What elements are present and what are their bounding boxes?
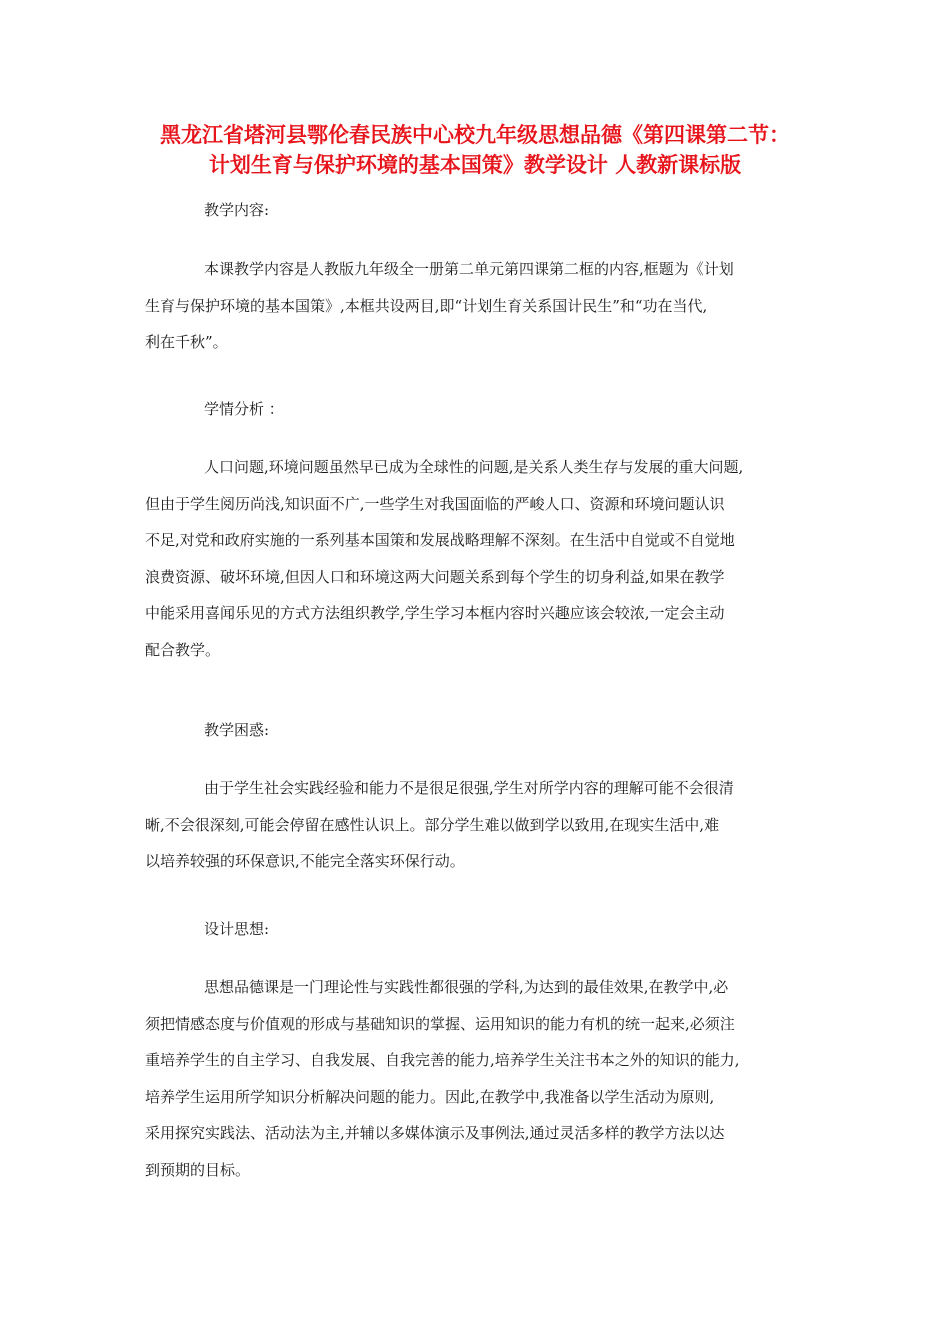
body-line: 重培养学生的自主学习、自我发展、自我完善的能力,培养学生关注书本之外的知识的能力,	[145, 1051, 740, 1069]
body-line: 浪费资源、破坏环境,但因人口和环境这两大问题关系到每个学生的切身利益,如果在教学	[145, 567, 725, 586]
section-heading-design-idea: 设计思想:	[204, 920, 270, 938]
document-title	[130, 120, 820, 180]
body-line: 采用探究实践法、活动法为主,并辅以多媒体演示及事例法,通过灵活多样的教学方法以达	[145, 1124, 725, 1142]
body-line: 到预期的目标。	[145, 1160, 251, 1179]
section-heading-teaching-content: 教学内容:	[204, 201, 270, 219]
body-line: 由于学生社会实践经验和能力不是很足很强,学生对所学内容的理解可能不会很清	[204, 779, 734, 797]
section-body-student-analysis	[145, 449, 810, 668]
body-line: 但由于学生阅历尚浅,知识面不广,一些学生对我国面临的严峻人口、资源和环境问题认识	[145, 494, 725, 513]
body-line: 培养学生运用所学知识分析解决问题的能力。因此,在教学中,我准备以学生活动为原则,	[145, 1087, 715, 1106]
section-heading-teaching-difficulties: 教学困惑:	[204, 721, 270, 739]
body-line: 人口问题,环境问题虽然早已成为全球性的问题,是关系人类生存与发展的重大问题,	[204, 458, 744, 476]
section-heading-student-analysis: 学情分析 ：	[204, 400, 284, 418]
body-line: 利在千秋”。	[145, 333, 228, 351]
title-line: 黑龙江省塔河县鄂伦春民族中心校九年级思想品德《第四课第二节：	[160, 123, 790, 147]
body-line: 不足,对党和政府实施的一系列基本国策和发展战略理解不深刻。在生活中自觉或不自觉地	[145, 531, 735, 549]
body-line: 生育与保护环境的基本国策》,本框共设两目,即“计划生育关系国计民生”和“功在当代,	[145, 296, 708, 315]
section-body-teaching-difficulties	[145, 770, 810, 880]
body-line: 思想品德课是一门理论性与实践性都很强的学科,为达到的最佳效果,在教学中,必	[204, 978, 729, 996]
title-line: 计划生育与保护环境的基本国策》教学设计 人教新课标版	[208, 153, 742, 177]
body-line: 本课教学内容是人教版九年级全一册第二单元第四课第二框的内容,框题为《计划	[204, 260, 734, 278]
body-line: 中能采用喜闻乐见的方式方法组织教学,学生学习本框内容时兴趣应该会较浓,一定会主动	[145, 604, 725, 622]
section-body-design-idea	[145, 969, 810, 1188]
body-line: 须把情感态度与价值观的形成与基础知识的掌握、运用知识的能力有机的统一起来,必须注	[145, 1014, 735, 1033]
body-line: 以培养较强的环保意识,不能完全落实环保行动。	[145, 852, 465, 870]
body-line: 配合教学。	[145, 640, 221, 659]
section-body-teaching-content	[145, 251, 810, 361]
body-line: 晰,不会很深刻,可能会停留在感性认识上。部分学生难以做到学以致用,在现实生活中,难	[145, 815, 720, 834]
